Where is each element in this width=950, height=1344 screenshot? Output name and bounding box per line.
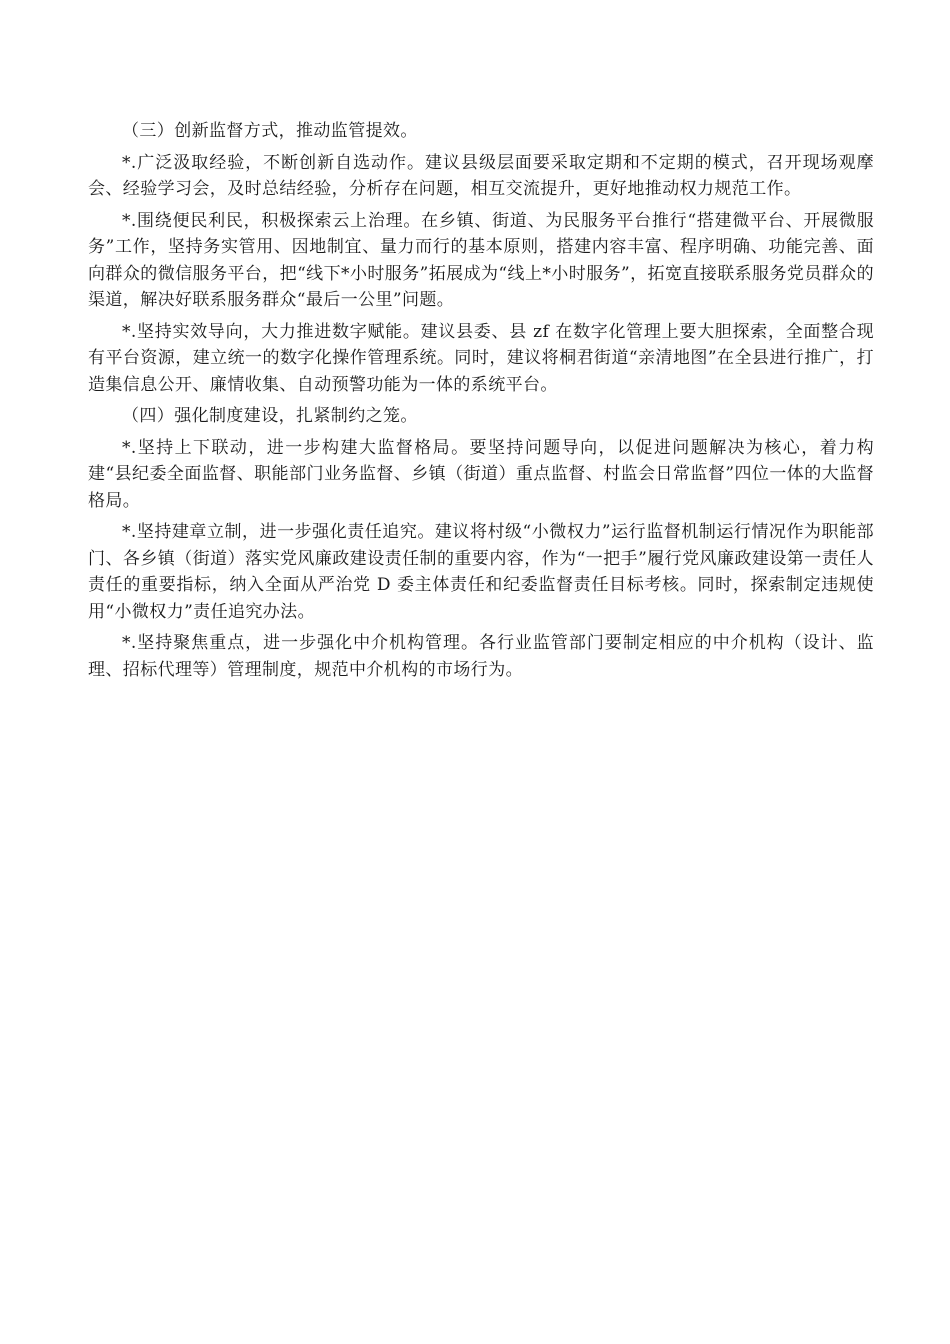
paragraph-intermediary-management: *.坚持聚焦重点，进一步强化中介机构管理。各行业监管部门要制定相应的中介机构（设计、监理、招标代理等）管理制度，规范中介机构的市场行为。 — [88, 633, 874, 680]
document-body — [88, 118, 874, 688]
paragraph-cloud-governance: *.围绕便民利民，积极探索云上治理。在乡镇、街道、为民服务平台推行“搭建微平台、开展微服务”工作，坚持务实管用、因地制宜、量力而行的基本原则，搭建内容丰富、程序明确、功能完善、面向群众的微信服务平台，把“线下*小时服务”拓展成为“线上*小时服务”，拓宽直接联系服务党员群众的渠道，解决好联系服务群众“最后一公里”问题。 — [88, 210, 874, 310]
paragraph-experience: *.广泛汲取经验，不断创新自选动作。建议县级层面要采取定期和不定期的模式，召开现场观摩会、经验学习会，及时总结经验，分析存在问题，相互交流提升，更好地推动权力规范工作。 — [88, 152, 874, 199]
paragraph-supervision-pattern: *.坚持上下联动，进一步构建大监督格局。要坚持问题导向，以促进问题解决为核心，着力构建“县纪委全面监督、职能部门业务监督、乡镇（街道）重点监督、村监会日常监督”四位一体的大监督格局。 — [88, 437, 874, 511]
paragraph-digital-empowerment: *.坚持实效导向，大力推进数字赋能。建议县委、县 zf 在数字化管理上要大胆探索，全面整合现有平台资源，建立统一的数字化操作管理系统。同时，建议将桐君街道“亲清地图”在全县进行推广，打造集信息公开、廉情收集、自动预警功能为一体的系统平台。 — [88, 321, 874, 395]
section-heading-3: （三）创新监督方式，推动监管提效。 — [122, 121, 418, 141]
section-heading-4: （四）强化制度建设，扎紧制约之笼。 — [122, 406, 418, 426]
paragraph-accountability: *.坚持建章立制，进一步强化责任追究。建议将村级“小微权力”运行监督机制运行情况作为职能部门、各乡镇（街道）落实党风廉政建设责任制的重要内容，作为“一把手”履行党风廉政建设第一责任人责任的重要指标，纳入全面从严治党 D 委主体责任和纪委监督责任目标考核。同时，探索制定违规使用“小微权力”责任追究办法。 — [88, 522, 874, 622]
